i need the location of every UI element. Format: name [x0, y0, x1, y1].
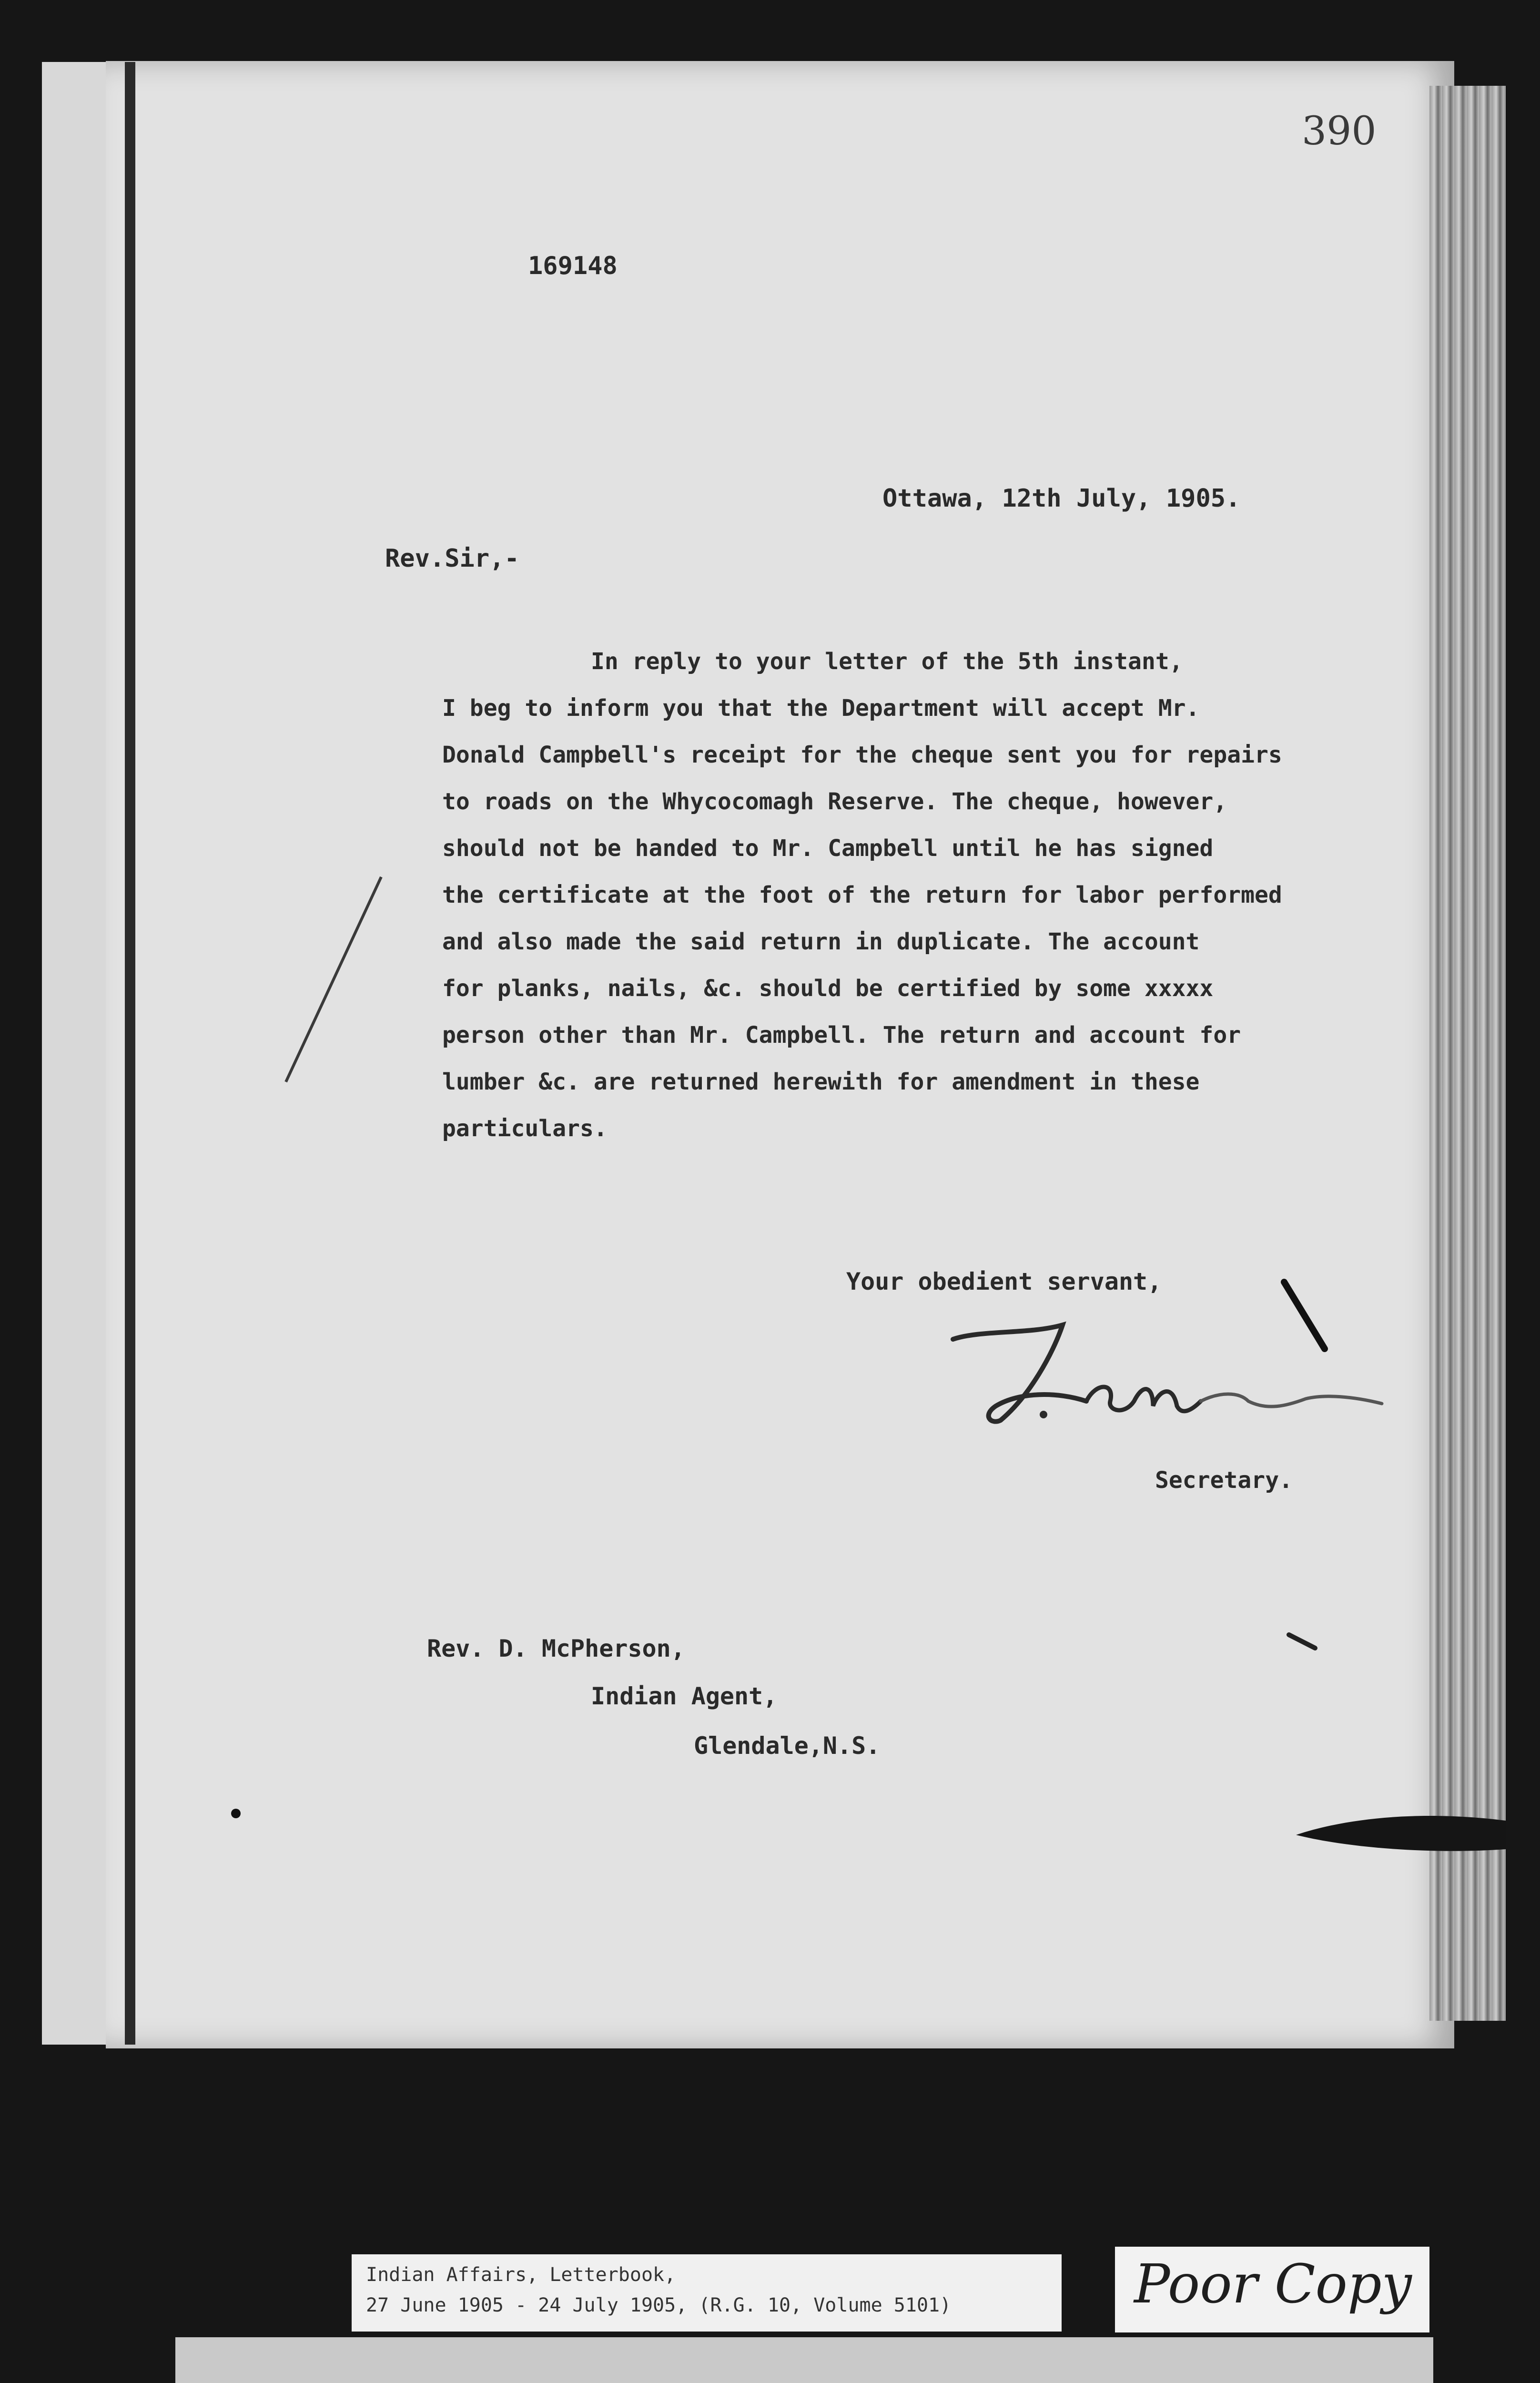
ink-dot	[229, 1806, 243, 1821]
addressee-line: Rev. D. McPherson,	[427, 1635, 685, 1662]
body-line: for planks, nails, &c. should be certified by some xxxxx	[442, 975, 1214, 1002]
file-number: 169148	[528, 252, 618, 280]
archives-placard	[175, 2337, 1433, 2383]
body-line: person other than Mr. Campbell. The return and account for	[442, 1022, 1241, 1049]
page-edges	[1429, 86, 1506, 2021]
ink-tick-mark	[1277, 1277, 1334, 1354]
closing: Your obedient servant,	[846, 1268, 1162, 1295]
salutation: Rev.Sir,-	[385, 544, 519, 573]
body-line: lumber &c. are returned herewith for amendment in these	[442, 1069, 1200, 1095]
binding-shadow	[125, 62, 135, 2045]
addressee-line: Indian Agent,	[591, 1682, 778, 1710]
caption-line-collection: Indian Affairs, Letterbook,	[366, 2264, 676, 2286]
page-number: 390	[1302, 109, 1377, 154]
poor-copy-label	[1115, 2247, 1429, 2332]
body-line: to roads on the Whycocomagh Reserve. The cheque, however,	[442, 788, 1227, 815]
body-line: Donald Campbell's receipt for the cheque sent you for repairs	[442, 742, 1282, 768]
pencil-stroke-mark	[276, 872, 391, 1087]
signer-title: Secretary.	[1155, 1467, 1293, 1494]
body-line: In reply to your letter of the 5th instant,	[591, 648, 1183, 675]
addressee-line: Glendale,N.S.	[694, 1732, 881, 1760]
body-line: should not be handed to Mr. Campbell until he has signed	[442, 835, 1214, 862]
poor-copy-text: Poor Copy	[1134, 2253, 1412, 2315]
body-line: and also made the said return in duplicate. The account	[442, 928, 1200, 955]
collection-caption-card	[352, 2254, 1062, 2332]
body-line: the certificate at the foot of the return for labor performed	[442, 882, 1282, 908]
caption-line-dates: 27 June 1905 - 24 July 1905, (R.G. 10, Volume 5101)	[366, 2294, 952, 2316]
body-line: I beg to inform you that the Department will accept Mr.	[442, 695, 1200, 722]
body-line: particulars.	[442, 1115, 608, 1142]
paper-clip-shadow	[1296, 1806, 1506, 1859]
ink-dash-mark	[1287, 1630, 1320, 1654]
dateline: Ottawa, 12th July, 1905.	[882, 484, 1241, 513]
